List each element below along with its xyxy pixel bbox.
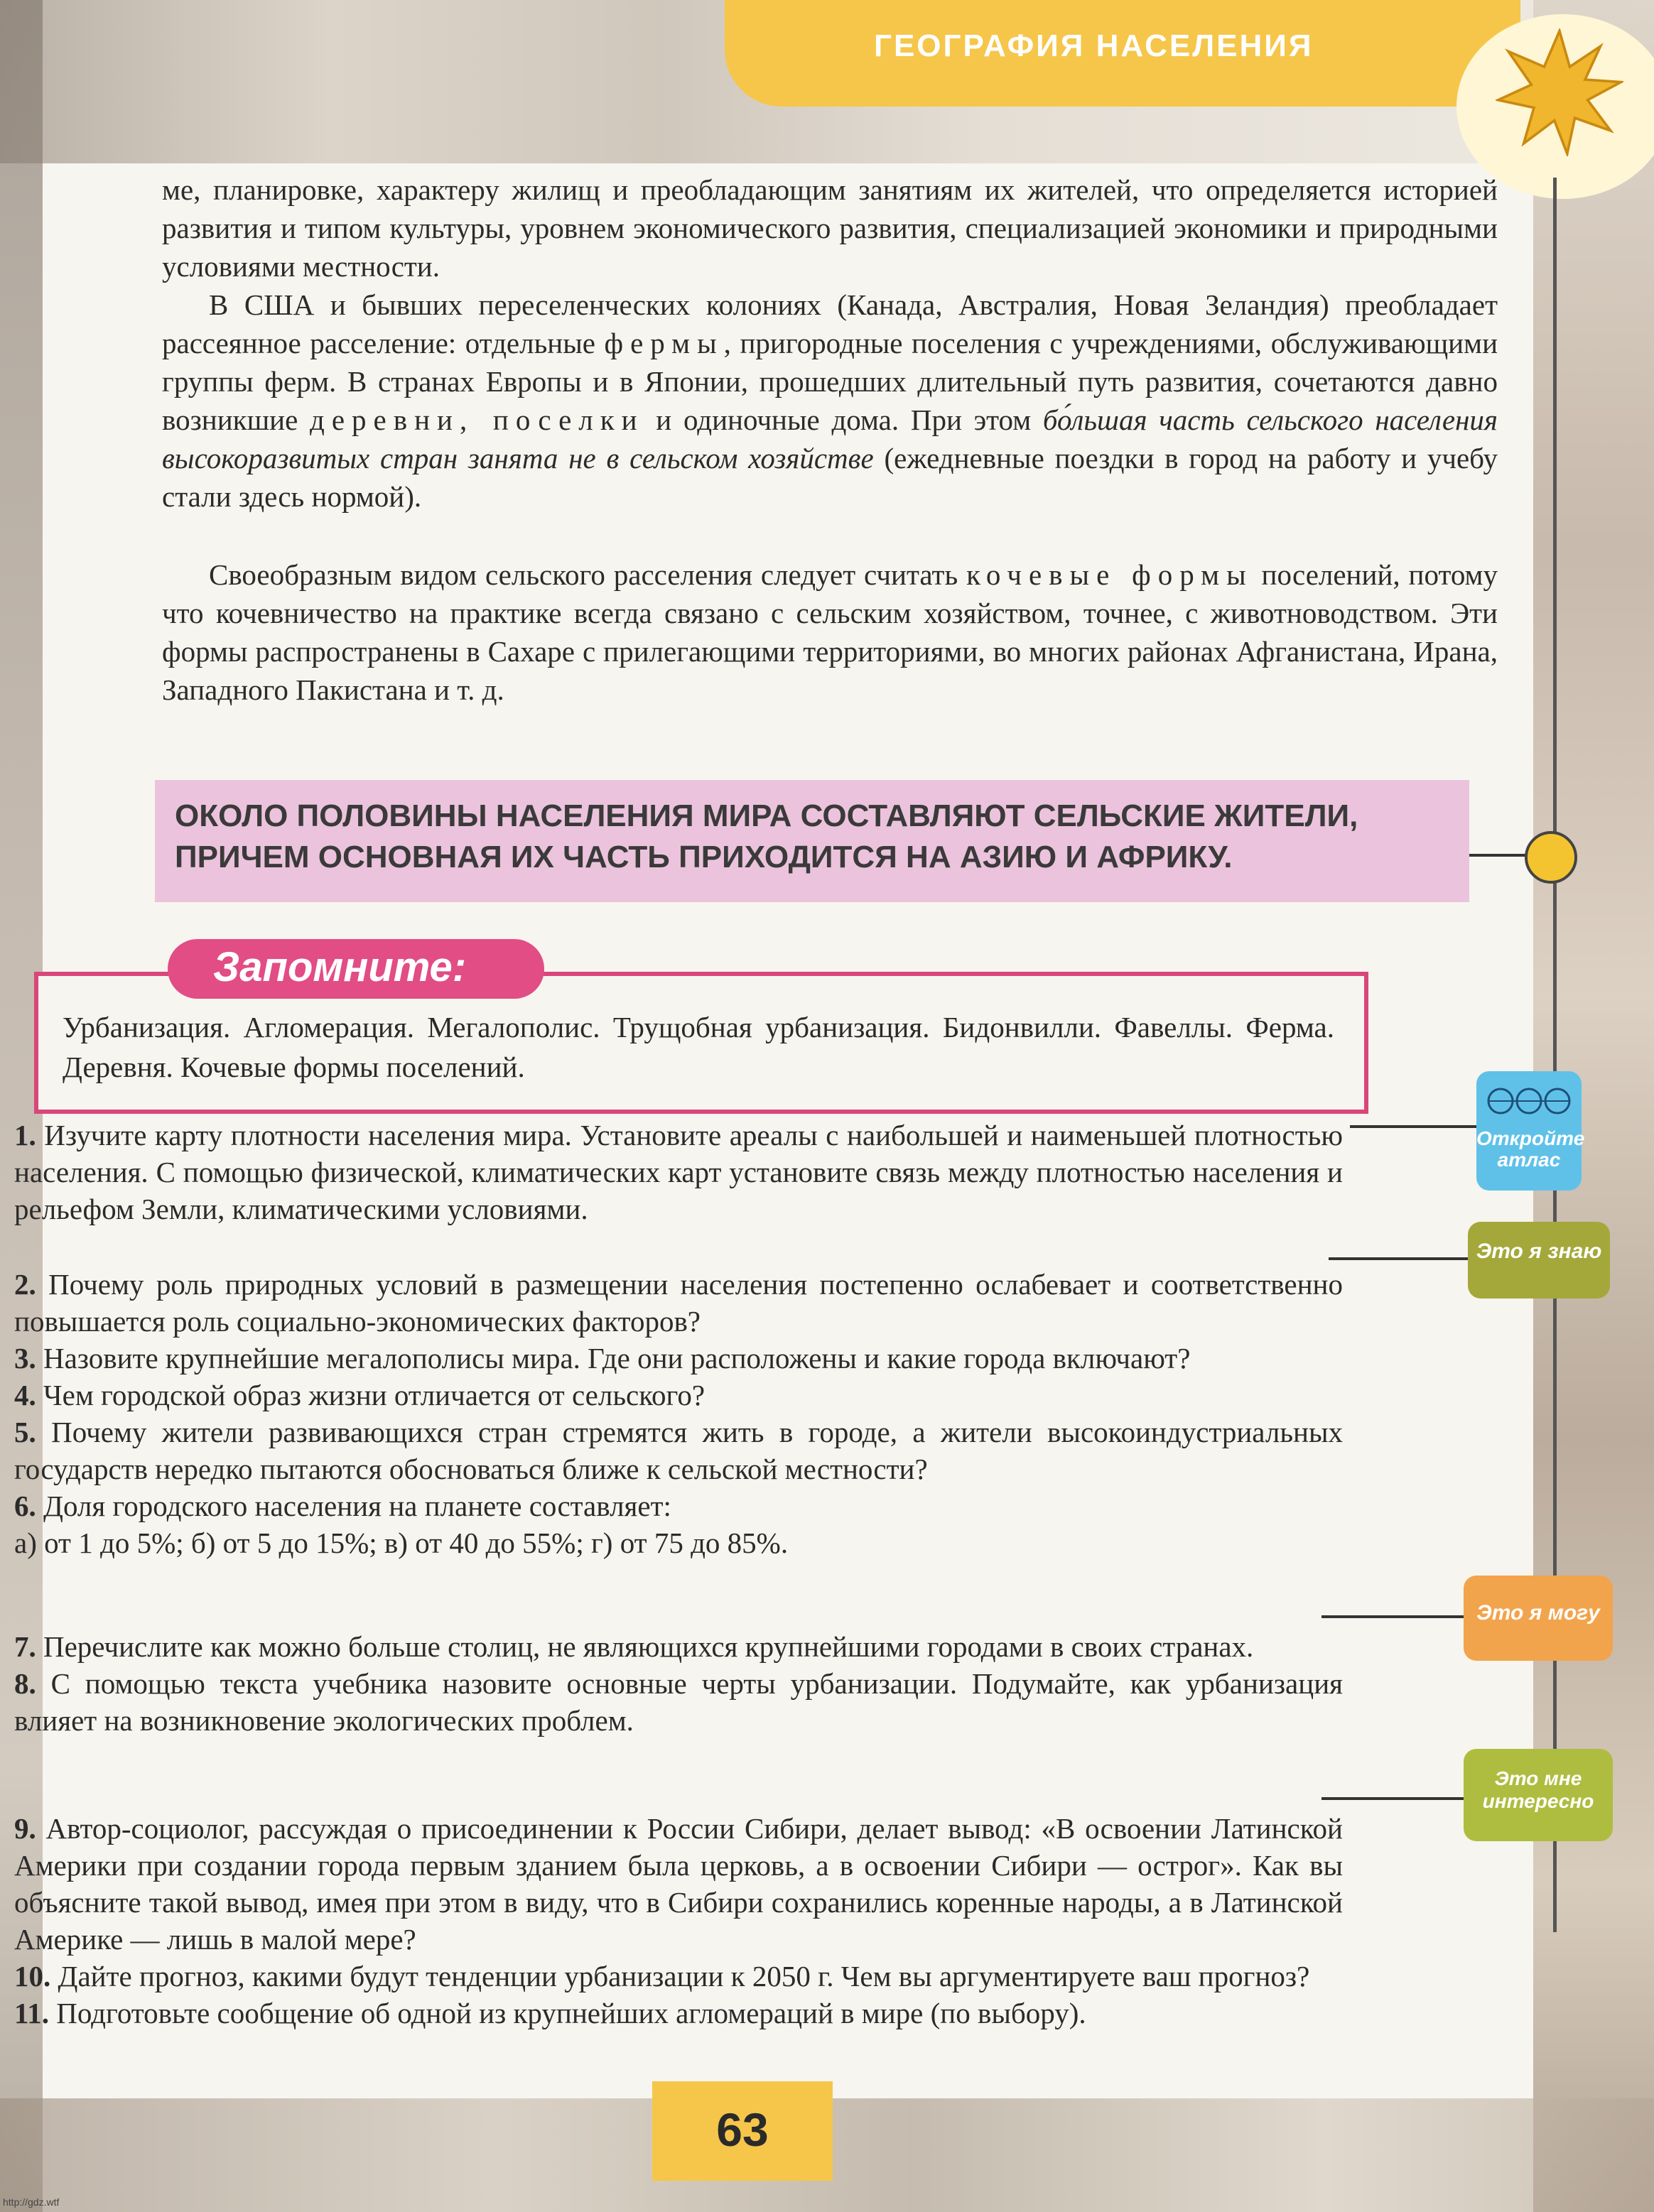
question-10: 10. Дайте прогноз, какими будут тенденции урбанизации к 2050 г. Чем вы аргументируете ваш прогноз?: [14, 1960, 1310, 1993]
questions-2-6: [14, 1266, 1343, 1561]
i-can-badge: Это я могу: [1464, 1576, 1613, 1661]
margin-timeline: [1553, 178, 1557, 1932]
know-connector: [1329, 1257, 1471, 1260]
question-4: 4. Чем городской образ жизни отличается от сельского?: [14, 1379, 706, 1411]
sun-icon: [1496, 28, 1623, 156]
key-fact-text: ОКОЛО ПОЛОВИНЫ НАСЕЛЕНИЯ МИРА СОСТАВЛЯЮТ СЕЛЬСКИЕ ЖИТЕЛИ, ПРИЧЕМ ОСНОВНАЯ ИХ ЧАСТЬ ПРИХОДИТСЯ НА АЗИЮ И АФРИКУ.: [175, 798, 1358, 874]
question-5: 5. Почему жители развивающихся стран стремятся жить в городе, а жители высокоиндустриальных государств нередко пытаются обосноваться ближе к сельской местности?: [14, 1416, 1343, 1485]
paragraph-2: В США и бывших переселенческих колониях (Канада, Австралия, Новая Зеландия) преобладает рассеянное расселение: отдельные фермы, пригородные поселения с учреждениями, обслуживающими группы ферм. В странах Европы и в Японии, прошедших длительный путь развития, сочетаются давно возникшие деревни, поселки и одиночные дома. При этом бо́льшая часть сельского населения высокоразвитых стран занята не в сельском хозяйстве (ежедневные поездки в город на работу и учебу стали здесь нормой).: [162, 288, 1498, 513]
page-number: 63: [716, 2103, 769, 2156]
remember-title: Запомните:: [213, 944, 467, 990]
question-7: 7. Перечислите как можно больше столиц, не являющихся крупнейшими городами в своих странах.: [14, 1630, 1254, 1663]
can-connector: [1321, 1615, 1467, 1618]
question-11: 11. Подготовьте сообщение об одной из крупнейших агломераций в мире (по выбору).: [14, 1997, 1086, 2029]
question-6: 6. Доля городского населения на планете составляет:: [14, 1490, 671, 1522]
question-8: 8. С помощью текста учебника назовите основные черты урбанизации. Подумайте, как урбанизация влияет на возникновение экологических проблем.: [14, 1667, 1343, 1737]
paragraph-1: ме, планировке, характеру жилищ и преобладающим занятиям их жителей, что определяется историей развития и типом культуры, уровнем экономического развития, специализацией экономики и природными условиями местности.: [162, 173, 1498, 283]
chapter-title: ГЕОГРАФИЯ НАСЕЛЕНИЯ: [874, 28, 1314, 63]
paragraph-3: Своеобразным видом сельского расселения следует считать кочевые формы поселений, потому что кочевничество на практике всегда связано с сельским хозяйством, точнее, с животноводством. Эти формы распространены в Сахаре с прилегающими территориями, во многих районах Афганистана, Ирана, Западного Пакистана и т. д.: [162, 558, 1498, 706]
globe-icon: [1486, 1078, 1572, 1124]
source-watermark: http://gdz.wtf: [3, 2196, 60, 2208]
remember-terms: Урбанизация. Агломерация. Мегалополис. Трущобная урбанизация. Бидонвилли. Фавеллы. Ферма. Деревня. Кочевые формы поселений.: [63, 1011, 1334, 1083]
i-know-badge: Это я знаю: [1468, 1222, 1610, 1299]
open-atlas-badge: Откройте атлас: [1476, 1071, 1582, 1191]
question-9: 9. Автор-социолог, рассуждая о присоединении к России Сибири, делает вывод: «В освоении Латинской Америки при создании города первым зданием была церковь, а в освоении Сибири — острог». Как вы объясните такой вывод, имея при этом в виду, что в Сибири сохранились коренные народы, а в Латинской Америке — лишь в малой мере?: [14, 1812, 1343, 1956]
question-3: 3. Назовите крупнейшие мегалополисы мира. Где они расположены и какие города включают?: [14, 1342, 1191, 1375]
question-6-options: а) от 1 до 5%; б) от 5 до 15%; в) от 40 до 55%; г) от 75 до 85%.: [14, 1527, 789, 1559]
question-2: 2. Почему роль природных условий в размещении населения постепенно ослабевает и соответственно повышается роль социально-экономических факторов?: [14, 1268, 1343, 1338]
key-fact-marker: [1525, 831, 1577, 884]
interest-connector: [1321, 1797, 1467, 1800]
questions-9-11: [14, 1810, 1343, 2032]
question-1: 1. Изучите карту плотности населения мира. Установите ареалы с наибольшей и наименьшей плотностью населения. С помощью физической, климатических карт установите связь между плотностью населения и рельефом Земли, климатическими условиями.: [14, 1119, 1343, 1225]
interesting-badge: Это мне интересно: [1464, 1749, 1613, 1841]
atlas-connector: [1350, 1125, 1478, 1128]
questions-7-8: [14, 1628, 1343, 1739]
